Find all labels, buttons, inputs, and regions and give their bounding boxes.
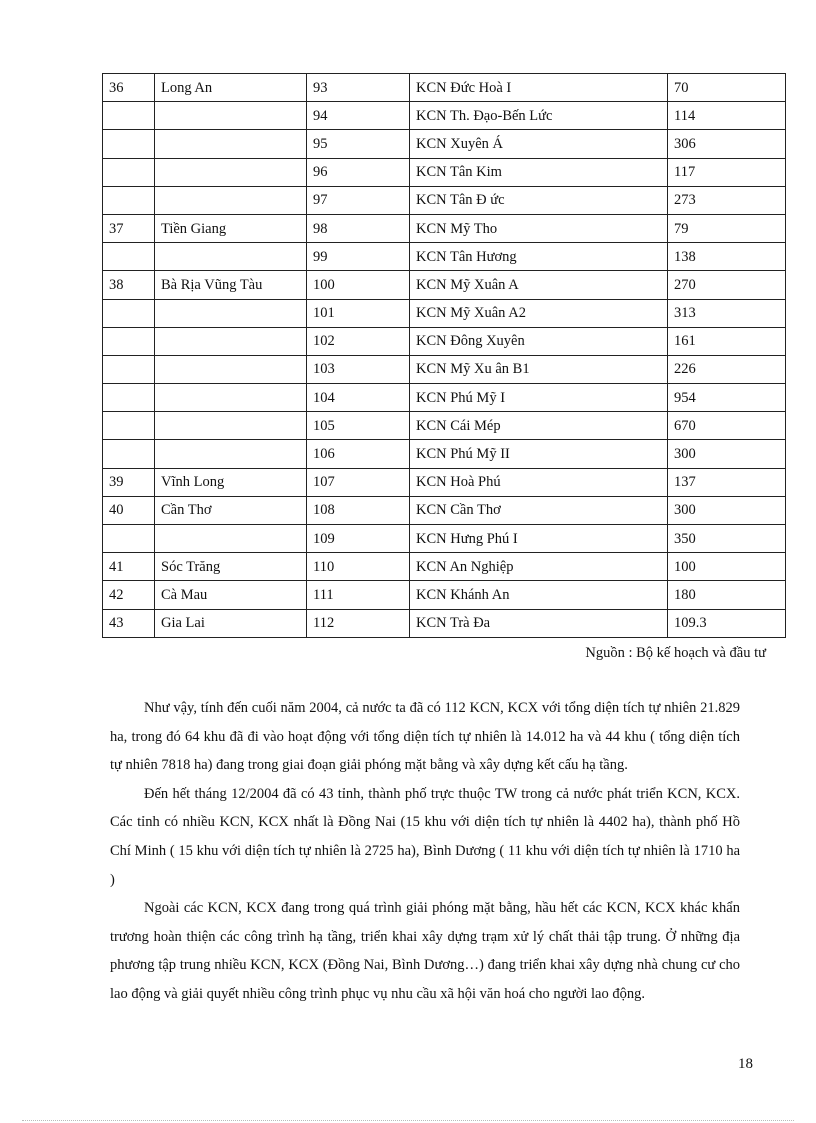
cell-province-no <box>103 440 155 468</box>
cell-province <box>155 243 307 271</box>
table-row <box>103 496 786 524</box>
cell-zone-name: KCN Đông Xuyên <box>410 327 668 355</box>
cell-zone-name: KCN Mỹ Tho <box>410 214 668 242</box>
cell-area: 300 <box>668 440 786 468</box>
cell-area: 70 <box>668 74 786 102</box>
cell-province: Long An <box>155 74 307 102</box>
cell-province <box>155 130 307 158</box>
cell-province <box>155 440 307 468</box>
cell-zone-name: KCN Tân Hương <box>410 243 668 271</box>
body-text <box>110 694 740 1009</box>
cell-province <box>155 355 307 383</box>
cell-zone-no: 96 <box>307 158 410 186</box>
cell-province-no <box>103 327 155 355</box>
cell-zone-no: 108 <box>307 496 410 524</box>
cell-zone-name: KCN Mỹ Xuân A <box>410 271 668 299</box>
cell-zone-no: 109 <box>307 525 410 553</box>
cell-province <box>155 412 307 440</box>
page-number: 18 <box>738 1056 753 1072</box>
table-row <box>103 384 786 412</box>
cell-province <box>155 158 307 186</box>
page-edge-divider <box>22 1120 794 1121</box>
table-row <box>103 299 786 327</box>
cell-province-no <box>103 525 155 553</box>
table-row <box>103 186 786 214</box>
cell-zone-no: 106 <box>307 440 410 468</box>
cell-area: 300 <box>668 496 786 524</box>
cell-province-no: 38 <box>103 271 155 299</box>
table-row <box>103 609 786 637</box>
cell-area: 109.3 <box>668 609 786 637</box>
table-row <box>103 271 786 299</box>
cell-province: Gia Lai <box>155 609 307 637</box>
cell-province-no <box>103 299 155 327</box>
cell-area: 226 <box>668 355 786 383</box>
industrial-zones-table <box>102 73 786 638</box>
paragraph: Ngoài các KCN, KCX đang trong quá trình giải phóng mặt bằng, hầu hết các KCN, KCX khác khẩn trương hoàn thiện các công trình hạ tầng, triển khai xây dựng trạm xử lý chất thải tập trung. Ở những địa phương tập trung nhiều KCN, KCX (Đồng Nai, Bình Dương…) đang triển khai xây dựng nhà chung cư cho lao động và giải quyết nhiều công trình phục vụ nhu cầu xã hội văn hoá cho người lao động. <box>110 900 740 1002</box>
cell-area: 100 <box>668 553 786 581</box>
cell-zone-no: 93 <box>307 74 410 102</box>
cell-province: Sóc Trăng <box>155 553 307 581</box>
cell-province-no: 43 <box>103 609 155 637</box>
cell-area: 270 <box>668 271 786 299</box>
cell-area: 306 <box>668 130 786 158</box>
cell-province-no: 40 <box>103 496 155 524</box>
source-note: Nguồn : Bộ kế hoạch và đầu tư <box>585 645 766 661</box>
cell-area: 180 <box>668 581 786 609</box>
cell-zone-name: KCN Khánh An <box>410 581 668 609</box>
table-row <box>103 525 786 553</box>
cell-area: 137 <box>668 468 786 496</box>
cell-province <box>155 525 307 553</box>
cell-zone-name: KCN Tân Đ ức <box>410 186 668 214</box>
cell-zone-no: 110 <box>307 553 410 581</box>
cell-zone-no: 104 <box>307 384 410 412</box>
cell-zone-name: KCN Cái Mép <box>410 412 668 440</box>
cell-zone-no: 99 <box>307 243 410 271</box>
cell-province-no: 37 <box>103 214 155 242</box>
cell-zone-name: KCN Đức Hoà I <box>410 74 668 102</box>
cell-zone-no: 105 <box>307 412 410 440</box>
cell-zone-no: 98 <box>307 214 410 242</box>
cell-province <box>155 384 307 412</box>
cell-zone-name: KCN Phú Mỹ II <box>410 440 668 468</box>
cell-area: 117 <box>668 158 786 186</box>
cell-province-no: 42 <box>103 581 155 609</box>
cell-province-no: 41 <box>103 553 155 581</box>
table-row <box>103 74 786 102</box>
cell-area: 161 <box>668 327 786 355</box>
cell-province-no <box>103 158 155 186</box>
cell-area: 114 <box>668 102 786 130</box>
paragraph: Như vậy, tính đến cuối năm 2004, cả nước ta đã có 112 KCN, KCX với tổng diện tích tự nhiên 21.829 ha, trong đó 64 khu đã đi vào hoạt động với tổng diện tích tự nhiên là 14.012 ha và 44 khu ( tổng diện tích tự nhiên 7818 ha) đang trong giai đoạn giải phóng mặt bằng và xây dựng kết cấu hạ tầng. <box>110 700 740 774</box>
cell-zone-no: 111 <box>307 581 410 609</box>
cell-zone-no: 102 <box>307 327 410 355</box>
cell-area: 313 <box>668 299 786 327</box>
cell-zone-name: KCN An Nghiệp <box>410 553 668 581</box>
cell-zone-no: 112 <box>307 609 410 637</box>
cell-province-no <box>103 384 155 412</box>
cell-area: 138 <box>668 243 786 271</box>
cell-zone-name: KCN Phú Mỹ I <box>410 384 668 412</box>
cell-province-no: 39 <box>103 468 155 496</box>
table-row <box>103 355 786 383</box>
cell-zone-name: KCN Hưng Phú I <box>410 525 668 553</box>
cell-zone-no: 107 <box>307 468 410 496</box>
cell-province-no <box>103 355 155 383</box>
table-row <box>103 102 786 130</box>
cell-area: 670 <box>668 412 786 440</box>
cell-zone-no: 94 <box>307 102 410 130</box>
cell-zone-name: KCN Mỹ Xu ân B1 <box>410 355 668 383</box>
cell-province-no <box>103 102 155 130</box>
table-row <box>103 243 786 271</box>
cell-area: 79 <box>668 214 786 242</box>
cell-zone-name: KCN Trà Đa <box>410 609 668 637</box>
cell-zone-name: KCN Xuyên Á <box>410 130 668 158</box>
cell-province: Vĩnh Long <box>155 468 307 496</box>
cell-province-no <box>103 130 155 158</box>
cell-province: Tiền Giang <box>155 214 307 242</box>
cell-province: Cần Thơ <box>155 496 307 524</box>
cell-province <box>155 327 307 355</box>
cell-area: 273 <box>668 186 786 214</box>
cell-province-no: 36 <box>103 74 155 102</box>
cell-province <box>155 299 307 327</box>
table-row <box>103 327 786 355</box>
table-row <box>103 468 786 496</box>
table-body <box>103 74 786 638</box>
cell-zone-name: KCN Hoà Phú <box>410 468 668 496</box>
table-row <box>103 214 786 242</box>
table-row <box>103 130 786 158</box>
cell-province <box>155 186 307 214</box>
cell-zone-name: KCN Mỹ Xuân A2 <box>410 299 668 327</box>
paragraph: Đến hết tháng 12/2004 đã có 43 tỉnh, thành phố trực thuộc TW trong cả nước phát triển KCN, KCX. Các tỉnh có nhiều KCN, KCX nhất là Đồng Nai (15 khu với diện tích tự nhiên là 4402 ha), thành phố Hồ Chí Minh ( 15 khu với diện tích tự nhiên là 2725 ha), Bình Dương ( 11 khu với diện tích tự nhiên là 1710 ha ) <box>110 785 740 888</box>
table-row <box>103 158 786 186</box>
cell-zone-no: 95 <box>307 130 410 158</box>
cell-province: Bà Rịa Vũng Tàu <box>155 271 307 299</box>
cell-zone-name: KCN Th. Đạo-Bến Lức <box>410 102 668 130</box>
cell-zone-no: 103 <box>307 355 410 383</box>
table-row <box>103 581 786 609</box>
cell-zone-name: KCN Cần Thơ <box>410 496 668 524</box>
cell-province-no <box>103 412 155 440</box>
cell-zone-no: 97 <box>307 186 410 214</box>
table-row <box>103 440 786 468</box>
cell-zone-name: KCN Tân Kim <box>410 158 668 186</box>
cell-province <box>155 102 307 130</box>
cell-area: 350 <box>668 525 786 553</box>
cell-province: Cà Mau <box>155 581 307 609</box>
cell-area: 954 <box>668 384 786 412</box>
cell-province-no <box>103 186 155 214</box>
cell-province-no <box>103 243 155 271</box>
table-row <box>103 412 786 440</box>
table-row <box>103 553 786 581</box>
cell-zone-no: 100 <box>307 271 410 299</box>
cell-zone-no: 101 <box>307 299 410 327</box>
